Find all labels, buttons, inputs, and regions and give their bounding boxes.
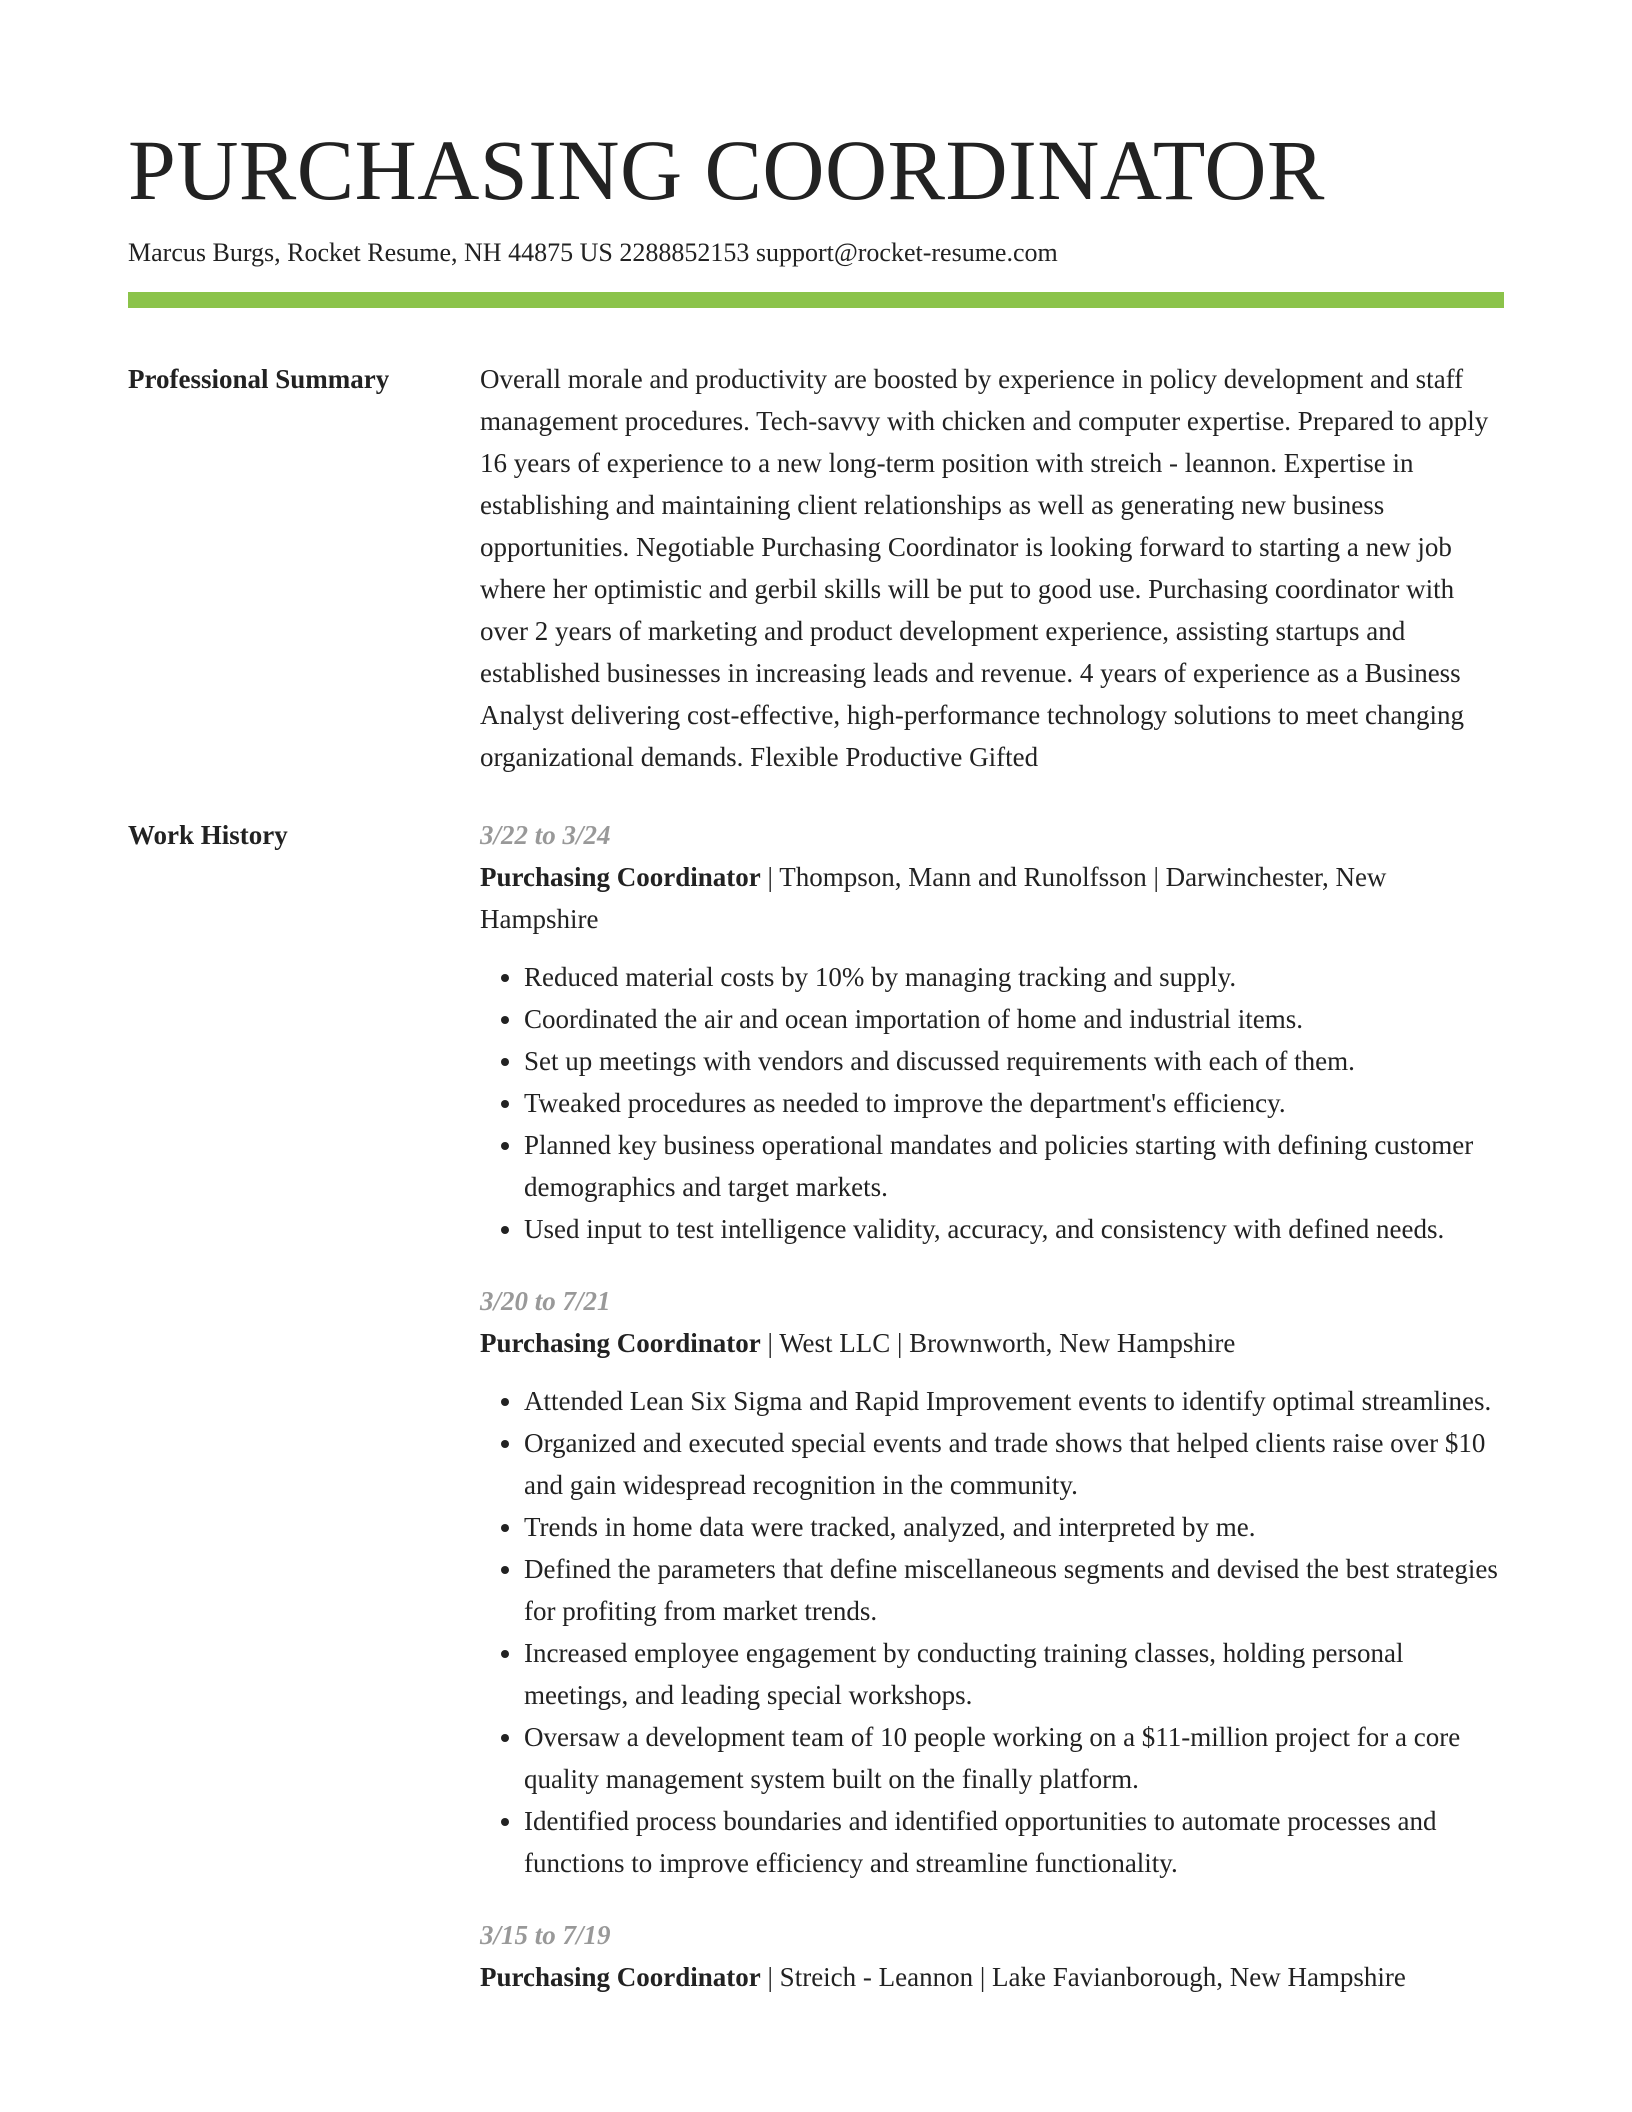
- job-bullet: • Tweaked procedures as needed to improve the department's efficiency.: [524, 1082, 1504, 1124]
- job-bullet: • Coordinated the air and ocean importation of home and industrial items.: [524, 998, 1504, 1040]
- job-bullet: • Identified process boundaries and identified opportunities to automate processes and functions to improve efficiency and streamline functionality.: [524, 1800, 1504, 1884]
- job-dates: 3/20 to 7/21: [480, 1286, 611, 1316]
- summary-section: [128, 358, 1504, 778]
- job-title: Purchasing Coordinator: [480, 862, 761, 892]
- job-bullet-list: [480, 1380, 1504, 1884]
- contact-line: Marcus Burgs, Rocket Resume, NH 44875 US 2288852153 support@rocket-resume.com: [128, 238, 1058, 267]
- accent-divider: [128, 292, 1504, 308]
- job-heading: [480, 1322, 1504, 1364]
- job-bullet: • Defined the parameters that define miscellaneous segments and devised the best strategies for profiting from market trends.: [524, 1548, 1504, 1632]
- resume-title: PURCHASING COORDINATOR: [128, 122, 1325, 218]
- job-dates: 3/15 to 7/19: [480, 1920, 611, 1950]
- job-bullet: • Increased employee engagement by conducting training classes, holding personal meetings, and leading special workshops.: [524, 1632, 1504, 1716]
- job-title: Purchasing Coordinator: [480, 1328, 761, 1358]
- job-bullet-list: [480, 956, 1504, 1250]
- job-heading: [480, 1956, 1504, 1998]
- job-bullet: • Trends in home data were tracked, analyzed, and interpreted by me.: [524, 1506, 1504, 1548]
- job-bullet: • Organized and executed special events and trade shows that helped clients raise over $10 and gain widespread recognition in the community.: [524, 1422, 1504, 1506]
- section-label-summary: Professional Summary: [128, 364, 390, 394]
- job-entry: [480, 814, 1504, 1250]
- job-company-location: | West LLC | Brownworth, New Hampshire: [760, 1328, 1236, 1358]
- job-title: Purchasing Coordinator: [480, 1962, 761, 1992]
- work-history-body: [480, 814, 1504, 2028]
- summary-text: Overall morale and productivity are boosted by experience in policy development and staff management procedures. Tech-savvy with chicken and computer expertise. Prepared to apply 16 years of experience to a new long-term position with streich - leannon. Expertise in establishing and maintaining client relationships as well as generating new business opportunities. Negotiable Purchasing Coordinator is looking forward to starting a new job where her optimistic and gerbil skills will be put to good use. Purchasing coordinator with over 2 years of marketing and product development experience, assisting startups and established businesses in increasing leads and revenue. 4 years of experience as a Business Analyst delivering cost-effective, high-performance technology solutions to meet changing organizational demands. Flexible Productive Gifted: [480, 364, 1489, 772]
- job-heading: [480, 856, 1504, 940]
- job-bullet: • Reduced material costs by 10% by managing tracking and supply.: [524, 956, 1504, 998]
- job-bullet: • Used input to test intelligence validity, accuracy, and consistency with defined needs.: [524, 1208, 1504, 1250]
- job-entry: [480, 1280, 1504, 1884]
- job-entry: [480, 1914, 1504, 1998]
- job-bullet: • Set up meetings with vendors and discussed requirements with each of them.: [524, 1040, 1504, 1082]
- work-history-section: [128, 814, 1504, 2028]
- job-company-location: | Thompson, Mann and Runolfsson | Darwinchester, New Hampshire: [480, 862, 1387, 934]
- job-bullet: • Attended Lean Six Sigma and Rapid Improvement events to identify optimal streamlines.: [524, 1380, 1504, 1422]
- summary-body: [480, 358, 1504, 778]
- job-bullet: • Planned key business operational mandates and policies starting with defining customer demographics and target markets.: [524, 1124, 1504, 1208]
- job-dates: 3/22 to 3/24: [480, 820, 611, 850]
- job-bullet: • Oversaw a development team of 10 people working on a $11-million project for a core quality management system built on the finally platform.: [524, 1716, 1504, 1800]
- resume-page: [128, 0, 1504, 2028]
- job-company-location: | Streich - Leannon | Lake Favianborough, New Hampshire: [760, 1962, 1406, 1992]
- section-label-work-history: Work History: [128, 820, 288, 850]
